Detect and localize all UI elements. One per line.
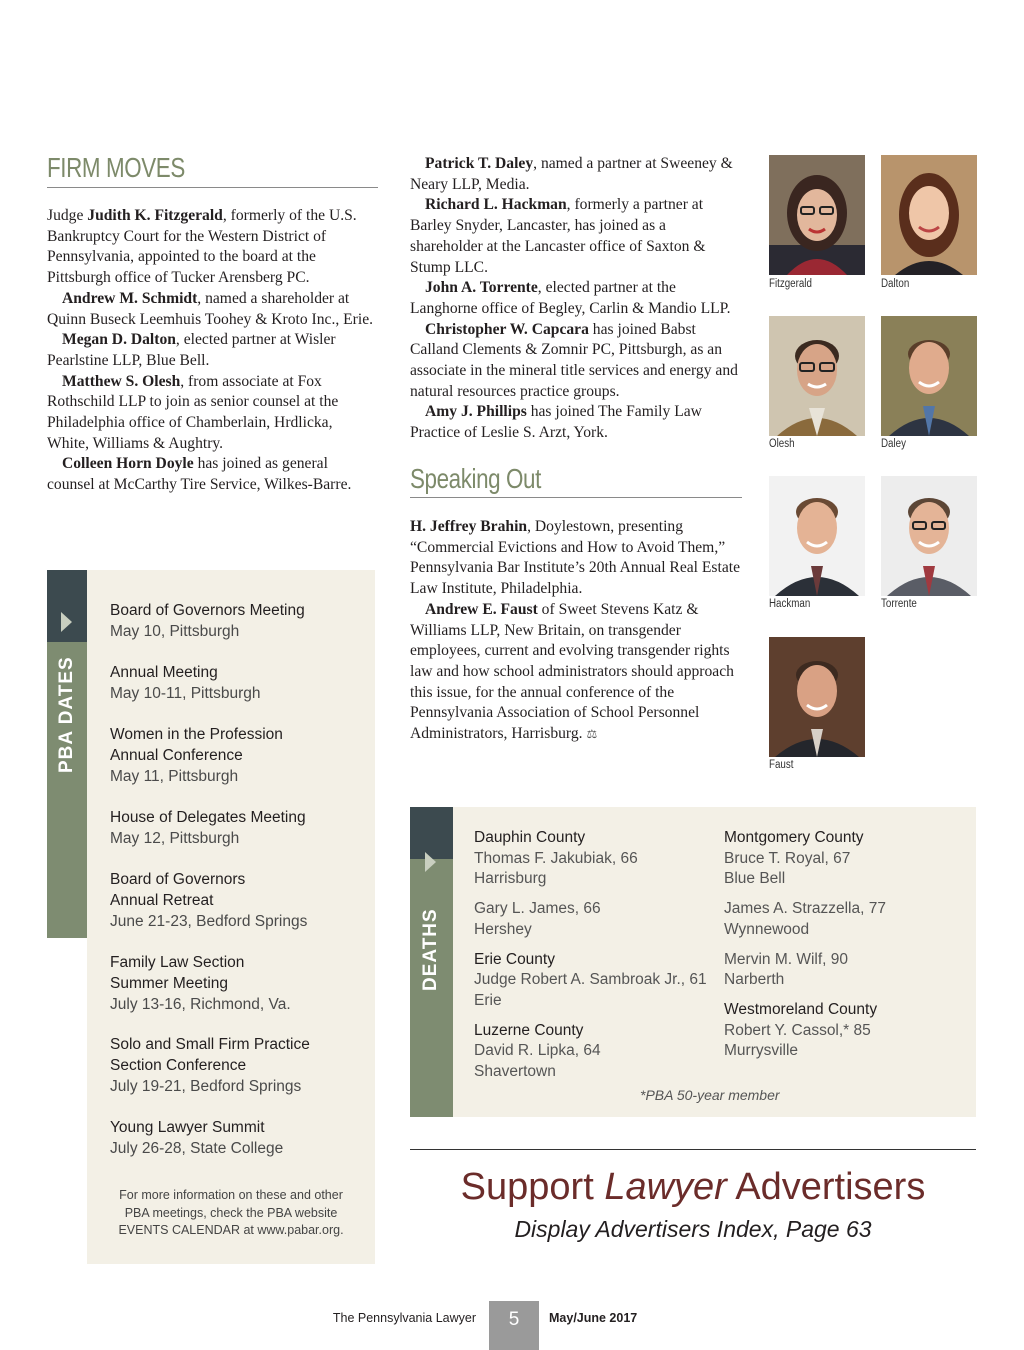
county-heading: Montgomery County (724, 829, 864, 846)
firm-move-item: Colleen Horn Doyle has joined as general counsel at McCarthy Tire Service, Wilkes-Barre. (47, 455, 352, 494)
event-item: Solo and Small Firm Practice Section Conference July 19-21, Bedford Springs (110, 1036, 310, 1095)
county-heading: Dauphin County (474, 829, 586, 846)
person-name: John A. Torrente (425, 279, 538, 297)
firm-move-item: Matthew S. Olesh, from associate at Fox Rothschild LLP to join as senior counsel at the Philadelphia office of Chamberlain, Hrdlicka, White, Williams & Aughtry. (47, 372, 339, 452)
firm-move-item: Judge Judith K. Fitzgerald, formerly of the U.S. Bankruptcy Court for the Western District of Pennsylvania, appointed to the board at the Pittsburgh office of Tucker Arensberg PC. (47, 207, 357, 287)
event-item: Family Law Section Summer Meeting July 13-16, Richmond, Va. (110, 954, 291, 1013)
pba-dates-note: For more information on these and other PBA meetings, check the PBA website EVENTS CALENDAR at www.pabar.org. (118, 1188, 344, 1237)
portrait-hackman (769, 476, 865, 596)
event-item: Women in the Profession Annual Conference May 11, Pittsburgh (110, 726, 283, 785)
pba-dates-label: PBA DATES (56, 656, 77, 773)
portrait-daley (881, 316, 977, 436)
caption-hackman: Hackman (769, 598, 811, 610)
event-item: Young Lawyer Summit July 26-28, State College (110, 1119, 284, 1157)
caption-faust: Faust (769, 759, 794, 771)
firm-move-item: Andrew M. Schmidt, named a shareholder at Quinn Buseck Leemhuis Toohey & Kroto Inc., Erie. (47, 289, 374, 328)
event-item: Board of Governors Annual Retreat June 21-23, Bedford Springs (110, 871, 308, 930)
person-name: H. Jeffrey Brahin (410, 518, 528, 535)
firm-move-item: John A. Torrente, elected partner at the Langhorne office of Begley, Carlin & Mandio LLP. (410, 279, 731, 317)
person-name: Christopher W. Capcara (425, 320, 589, 338)
event-item: House of Delegates Meeting May 12, Pittsburgh (110, 809, 306, 847)
portrait-torrente (881, 476, 977, 596)
issue-date: May/June 2017 (549, 1311, 638, 1325)
caption-olesh: Olesh (769, 438, 795, 450)
person-name: Andrew M. Schmidt (62, 289, 198, 307)
advertisers-index-link[interactable]: Display Advertisers Index, Page 63 (514, 1216, 872, 1242)
deaths-footnote: *PBA 50-year member (640, 1087, 780, 1103)
deaths-label: DEATHS (420, 908, 441, 991)
speaking-item: Andrew E. Faust of Sweet Stevens Katz & Williams LLP, New Britain, on transgender employees, current and evolving transgender rights law and how school administrators should approach this issue, for the annual conference of the Pennsylvania Association of School Personnel Administrators, Harrisburg. ⚖ (410, 600, 734, 743)
person-name: Andrew E. Faust (425, 600, 538, 618)
person-name: Amy J. Phillips (425, 403, 527, 421)
support-rule (410, 1149, 976, 1150)
firm-move-item: Richard L. Hackman, formerly a partner at Barley Snyder, Lancaster, has joined as a shareholder at the Lancaster office of Saxton & Stump LLC. (410, 196, 706, 276)
speaking-out-body (410, 517, 742, 745)
firm-moves-column-1 (47, 206, 377, 496)
deaths-column-left: Dauphin County Thomas F. Jakubiak, 66 Harrisburg Gary L. James, 66 Hershey Erie County Judge Robert A. Sambroak Jr., 61 Erie Luzerne County David R. Lipka, 64 Shavertown (474, 828, 709, 1083)
speaking-out-heading: Speaking Out (410, 463, 541, 494)
caption-fitzgerald: Fitzgerald (769, 278, 812, 290)
firm-move-item: Christopher W. Capcara has joined Babst Calland Clements & Zomnir PC, Pittsburgh, as an associate in the mineral title services and energy and natural resources practice groups. (410, 320, 738, 400)
firm-moves-heading: FIRM MOVES (47, 152, 185, 183)
caption-daley: Daley (881, 438, 906, 450)
scales-icon: ⚖ (586, 727, 598, 742)
caption-torrente: Torrente (881, 598, 917, 610)
portrait-fitzgerald (769, 155, 865, 275)
caption-dalton: Dalton (881, 278, 910, 290)
deaths-column-right: Montgomery County Bruce T. Royal, 67 Blue Bell James A. Strazzella, 77 Wynnewood Mervin M. Wilf, 90 Narberth Westmoreland County Robert Y. Cassol,* 85 Murrysville (724, 828, 959, 1062)
event-item: Annual Meeting May 10-11, Pittsburgh (110, 664, 261, 702)
firm-moves-rule (47, 187, 378, 188)
page-number: 5 (489, 1301, 539, 1350)
firm-move-item: Amy J. Phillips has joined The Family Law Practice of Leslie S. Arzt, York. (410, 403, 702, 442)
portrait-faust (769, 637, 865, 757)
county-heading: Erie County (474, 950, 555, 968)
firm-move-item: Patrick T. Daley, named a partner at Sweeney & Neary LLP, Media. (410, 155, 733, 193)
play-arrow-icon (425, 852, 436, 872)
publication-name: The Pennsylvania Lawyer (332, 1311, 476, 1325)
firm-move-item: Megan D. Dalton, elected partner at Wisler Pearlstine LLP, Blue Bell. (47, 331, 336, 369)
person-name: Judith K. Fitzgerald (87, 207, 223, 224)
speaking-out-rule (410, 497, 742, 498)
county-heading: Westmoreland County (724, 1000, 878, 1018)
portrait-olesh (769, 316, 865, 436)
person-name: Megan D. Dalton (62, 331, 176, 349)
county-heading: Luzerne County (474, 1021, 584, 1039)
event-item: Board of Governors Meeting May 10, Pittsburgh (110, 602, 305, 640)
person-name: Matthew S. Olesh (62, 372, 181, 390)
firm-moves-column-2 (410, 154, 742, 444)
speaking-item: H. Jeffrey Brahin, Doylestown, presenting “Commercial Evictions and How to Avoid Them,” Pennsylvania Bar Institute’s 20th Annual Real Estate Law Institute, Philadelphia. (410, 518, 741, 598)
person-name: Patrick T. Daley (425, 155, 534, 172)
person-name: Richard L. Hackman (425, 196, 567, 214)
person-name: Colleen Horn Doyle (62, 455, 194, 473)
portrait-dalton (881, 155, 977, 275)
play-arrow-icon (61, 612, 72, 632)
support-advertisers-title: Support Lawyer Advertisers (460, 1166, 926, 1208)
